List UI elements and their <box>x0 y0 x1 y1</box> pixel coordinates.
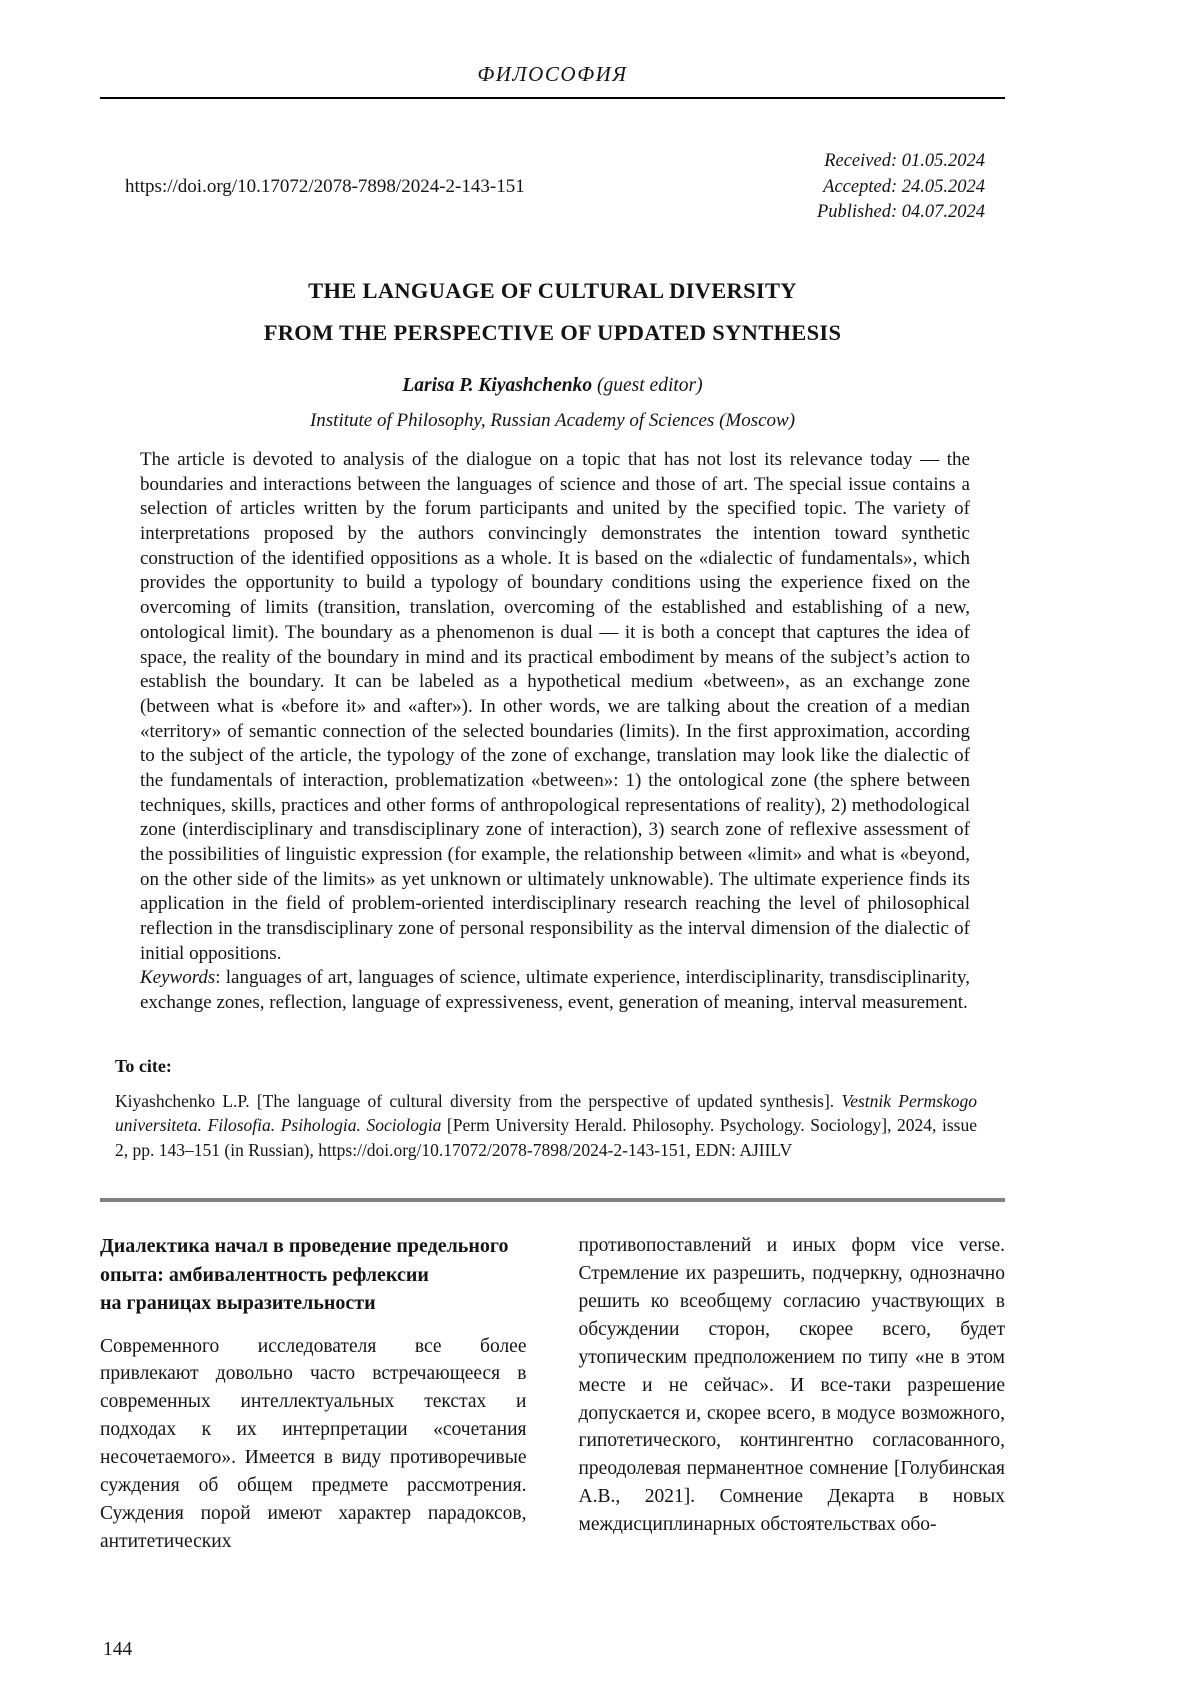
to-cite-label: To cite: <box>115 1055 172 1076</box>
left-column-text: Современного исследователя все более привлекают довольно часто встречающееся в современных интеллектуальных текстах и подходах к их интерпретации «сочетания несочетаемого». Имеется в виду противоречивые суждения об общем предмете рассмотрения. Суждения порой имеют характер парадоксов, антитетических <box>100 1335 527 1552</box>
page-number: 144 <box>103 1639 133 1660</box>
citation-journal-name: Vestnik Permskogo universiteta. Filosofia. Psihologia. Sociologia <box>115 1090 977 1136</box>
dates-block <box>817 149 985 226</box>
article-title: THE LANGUAGE OF CULTURAL DIVERSITY FROM THE PERSPECTIVE OF UPDATED SYNTHESIS <box>263 277 842 346</box>
abstract-text: The article is devoted to analysis of the dialogue on a topic that has not lost its relevance today — the boundaries and interactions between the languages of science and those of art. The special issue contains a selection of articles written by the forum participants and united by the specified topic. The variety of interpretations proposed by the authors convincingly demonstrates the intention toward synthetic construction of the identified oppositions as a whole. It is based on the «dialectic of fundamentals», which provides the opportunity to build a typology of boundary conditions using the experience fixed on the overcoming of limits (transition, translation, overcoming of the established and establishing of a new, ontological limit). The boundary as a phenomenon is dual — it is both a concept that captures the idea of space, the reality of the boundary in mind and its practical embodiment by means of the subject’s action to establish the boundary. It can be labeled as a hypothetical medium «between», as an exchange zone (between what is «before it» and «after»). In other words, we are talking about the creation of a median «territory» of semantic connection of the selected boundaries (limits). In the first approximation, according to the subject of the article, the typology of the zone of exchange, translation may look like the dialectic of the fundamentals of interaction, problematization «between»: 1) the ontological zone (the sphere between techniques, skills, practices and other forms of anthropological representations of reality), 2) methodological zone (interdisciplinary and transdisciplinary zone of interaction), 3) search zone of reflexive assessment of the possibilities of linguistic expression (for example, the relationship between «limit» and what is «beyond, on the other side of the limits» as yet unknown or ultimately unknowable). The ultimate experience finds its application in the field of problem-oriented interdisciplinary research reaching the level of philosophical reflection in the transdisciplinary zone of personal responsibility as the interval dimension of the dialectic of initial oppositions. <box>140 449 970 964</box>
received-date: Received: 01.05.2024 <box>824 151 985 171</box>
affiliation: Institute of Philosophy, Russian Academy of Sciences (Moscow) <box>309 410 796 432</box>
author-role: (guest editor) <box>592 375 703 397</box>
accepted-date: Accepted: 24.05.2024 <box>823 176 985 197</box>
doi-text: https://doi.org/10.17072/2078-7898/2024-2-143-151 <box>125 176 525 198</box>
keywords-paragraph <box>140 966 970 1015</box>
citation-part2: [Perm University Herald. Philosophy. Psychology. Sociology], 2024, issue 2, pp. 143–151 (in Russian), https://doi.org/10.17072/2078-7898/2024-2-143-151, EDN: AJIILV <box>115 1115 977 1160</box>
running-head: ФИЛОСОФИЯ <box>100 62 1005 99</box>
section-heading: Диалектика начал в проведение предельного опыта: амбивалентность рефлексии на границах выразительности <box>100 1235 509 1315</box>
citation-part1: Kiyashchenko L.P. [The language of cultural diversity from the perspective of updated synthesis]. <box>115 1090 842 1111</box>
right-column-text: противопоставлений и иных форм vice verse. Стремление их разрешить, подчеркну, однозначно решить ко всеобщему согласию участвующих в обсуждении сторон, скорее всего, будет утопическим предположением по типу «не в этом месте и не сейчас». И все-таки разрешение допускается и, скорее всего, в модусе возможного, гипотетического, контингентно согласованного, преодолевая перманентное сомнение [Голубинская А.В., 2021]. Сомнение Декарта в новых междисциплинарных обстоятельствах обо- <box>578 1235 1005 1536</box>
author-line <box>100 375 1005 397</box>
left-column <box>100 1232 527 1555</box>
keywords-text: : languages of art, languages of science, ultimate experience, interdisciplinarity, transdisciplinarity, exchange zones, reflection, language of expressiveness, event, generation of meaning, interval measurement. <box>140 967 970 1014</box>
meta-row <box>100 149 1005 226</box>
author-name: Larisa P. Kiyashchenko <box>402 375 593 397</box>
right-column <box>579 1232 1006 1555</box>
keywords-label: Keywords <box>140 967 216 989</box>
published-date: Published: 04.07.2024 <box>816 202 985 223</box>
section-divider <box>100 1198 1005 1202</box>
two-column-body <box>100 1232 1005 1555</box>
citation-paragraph <box>100 1089 1005 1163</box>
